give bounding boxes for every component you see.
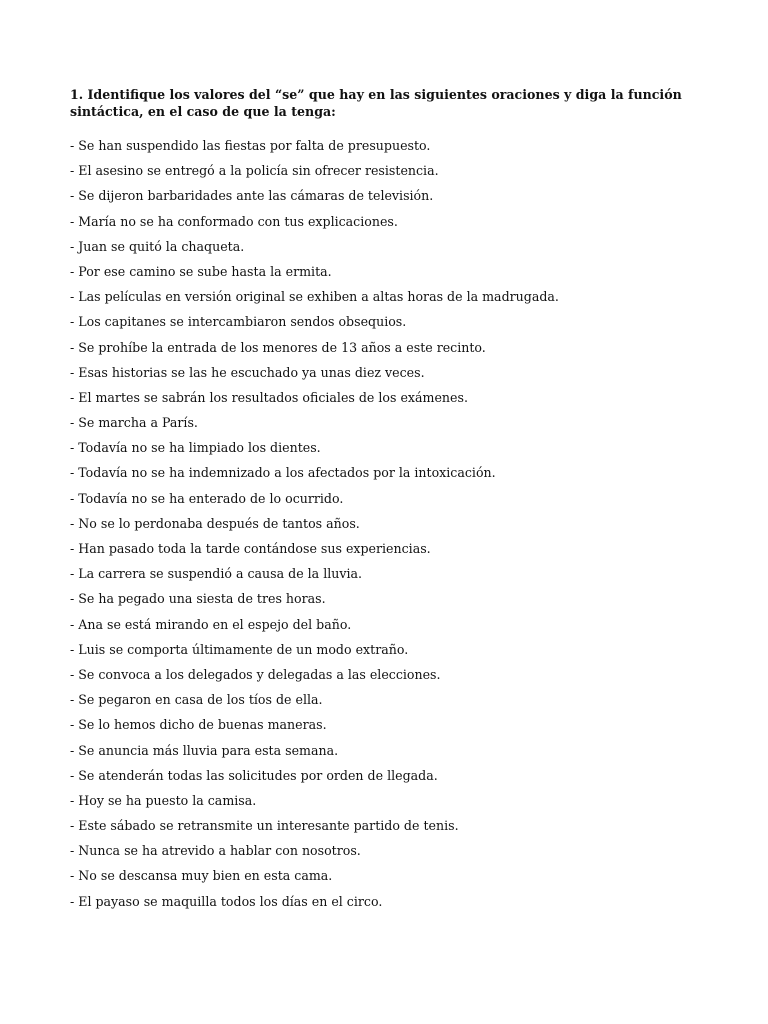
sentence-item: - No se lo perdonaba después de tantos años. (70, 515, 360, 531)
sentence-item: - El payaso se maquilla todos los días en el circo. (70, 893, 383, 909)
sentence-item: - Se lo hemos dicho de buenas maneras. (70, 717, 327, 733)
sentence-item: - Las películas en versión original se exhiben a altas horas de la madrugada. (70, 289, 559, 305)
sentence-item: - Luis se comporta últimamente de un modo extraño. (70, 641, 409, 657)
sentence-item: - Todavía no se ha indemnizado a los afectados por la intoxicación. (70, 465, 496, 481)
sentence-item: - María no se ha conformado con tus explicaciones. (70, 213, 398, 229)
sentence-item: - Juan se quitó la chaqueta. (70, 238, 245, 254)
exercise-heading: 1. Identifique los valores del “se” que hay en las siguientes oraciones y diga la función sintáctica, en el caso de que la tenga: (70, 87, 682, 119)
sentence-item: - Por ese camino se sube hasta la ermita. (70, 263, 332, 279)
sentence-item: - Se prohíbe la entrada de los menores de 13 años a este recinto. (70, 339, 486, 355)
sentence-item: - Los capitanes se intercambiaron sendos obsequios. (70, 314, 407, 330)
sentence-item: - Se han suspendido las fiestas por falta de presupuesto. (70, 138, 431, 153)
sentence-item: - No se descansa muy bien en esta cama. (70, 868, 333, 884)
sentence-item: - Hoy se ha puesto la camisa. (70, 792, 257, 808)
sentence-item: - Se marcha a París. (70, 415, 198, 431)
sentence-item: - Esas historias se las he escuchado ya unas diez veces. (70, 364, 425, 380)
sentence-item: - Se convoca a los delegados y delegadas a las elecciones. (70, 666, 441, 682)
sentence-item: - El asesino se entregó a la policía sin ofrecer resistencia. (70, 163, 439, 179)
sentence-list (70, 137, 710, 918)
sentence-item: - Se anuncia más lluvia para esta semana. (70, 742, 339, 758)
sentence-item: - Todavía no se ha enterado de lo ocurrido. (70, 490, 344, 506)
sentence-item: - El martes se sabrán los resultados oficiales de los exámenes. (70, 389, 468, 405)
sentence-item: - Todavía no se ha limpiado los dientes. (70, 440, 321, 456)
sentence-item: - Han pasado toda la tarde contándose sus experiencias. (70, 541, 431, 556)
sentence-item: - Ana se está mirando en el espejo del baño. (70, 616, 352, 632)
sentence-item: - Se ha pegado una siesta de tres horas. (70, 591, 326, 607)
sentence-item: - Nunca se ha atrevido a hablar con nosotros. (70, 843, 361, 859)
sentence-item: - Se dijeron barbaridades ante las cámaras de televisión. (70, 188, 434, 204)
sentence-item: - Se atenderán todas las solicitudes por orden de llegada. (70, 767, 438, 783)
sentence-item: - Se pegaron en casa de los tíos de ella. (70, 692, 323, 708)
sentence-item: - La carrera se suspendió a causa de la lluvia. (70, 566, 363, 582)
sentence-item: - Este sábado se retransmite un interesante partido de tenis. (70, 818, 459, 834)
